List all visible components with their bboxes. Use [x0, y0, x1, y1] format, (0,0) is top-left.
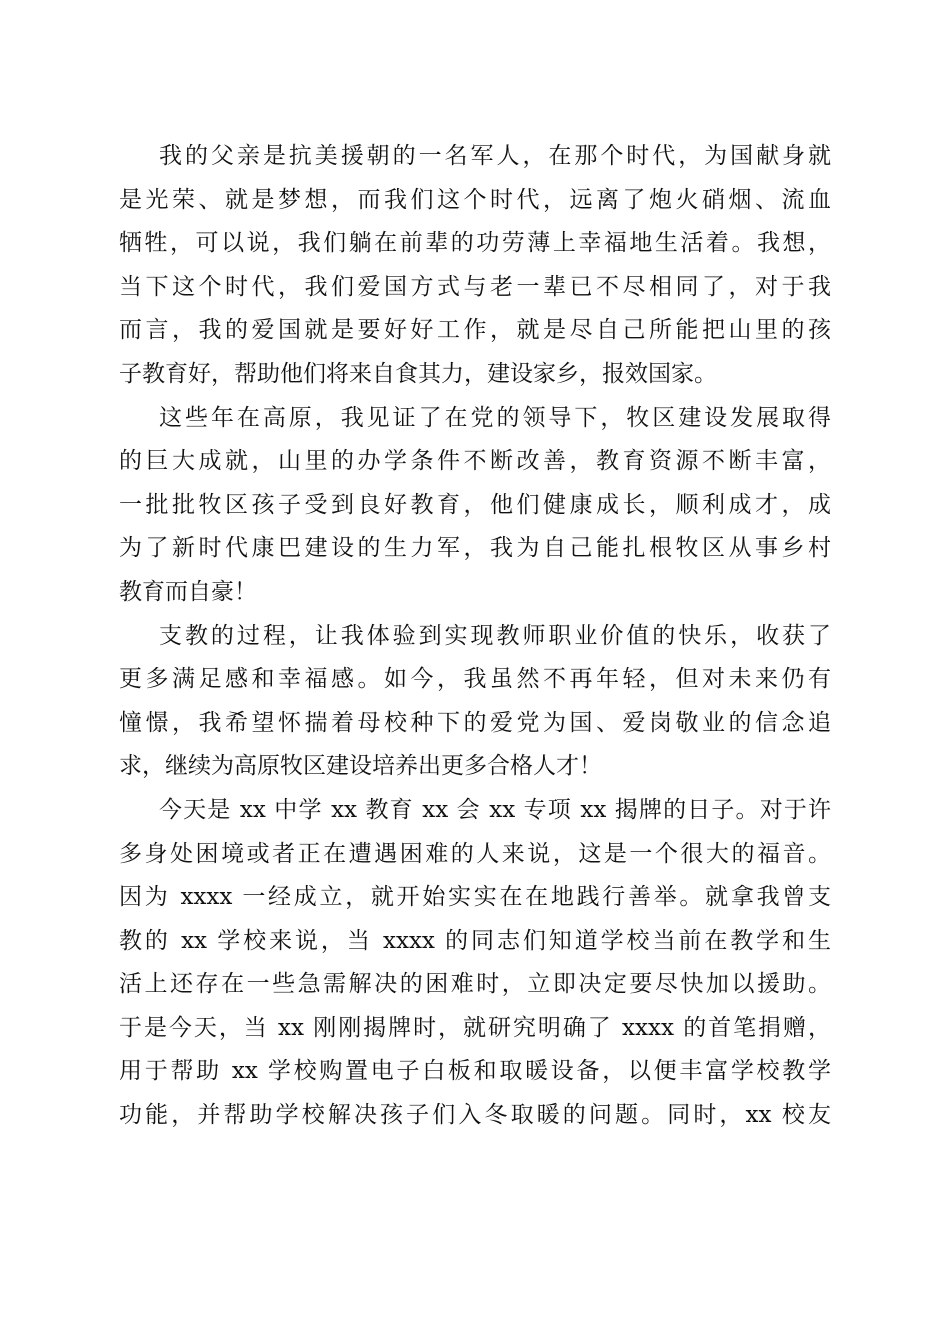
text-line: 于是今天，当 xx 刚刚揭牌时，就研究明确了 xxxx 的首笔捐赠，: [119, 1014, 831, 1041]
text-line: 因为 xxxx 一经成立，就开始实实在在地践行善举。就拿我曾支: [119, 884, 831, 911]
body-text: [119, 135, 831, 1138]
text-line: 我的父亲是抗美援朝的一名军人，在那个时代，为国献身就: [159, 143, 831, 169]
text-line: 用于帮助 xx 学校购置电子白板和取暖设备，以便丰富学校教学: [119, 1058, 831, 1085]
text-line: 而言，我的爱国就是要好好工作，就是尽自己所能把山里的孩: [119, 317, 831, 344]
text-line: 一批批牧区孩子受到良好教育，他们健康成长，顺利成才，成: [119, 491, 831, 518]
text-line: 这些年在高原，我见证了在党的领导下，牧区建设发展取得: [159, 404, 831, 431]
text-line: 求，继续为高原牧区建设培养出更多合格人才！: [119, 753, 602, 780]
text-line: 教的 xx 学校来说，当 xxxx 的同志们知道学校当前在教学和生: [119, 927, 831, 954]
text-line: 支教的过程，让我体验到实现教师职业价值的快乐，收获了: [159, 622, 831, 649]
paragraph: [119, 789, 831, 1138]
text-line: 牺牲，可以说，我们躺在前辈的功劳薄上幸福地生活着。我想，: [119, 230, 831, 257]
text-line: 子教育好，帮助他们将来自食其力，建设家乡，报效国家。: [119, 360, 717, 387]
text-line: 憧憬，我希望怀揣着母校种下的爱党为国、爱岗敬业的信念追: [119, 709, 831, 736]
text-line: 多身处困境或者正在遭遇困难的人来说，这是一个很大的福音。: [119, 840, 831, 867]
text-line: 是光荣、就是梦想，而我们这个时代，远离了炮火硝烟、流血: [119, 186, 831, 213]
text-line: 今天是 xx 中学 xx 教育 xx 会 xx 专项 xx 揭牌的日子。对于许: [159, 796, 831, 823]
text-line: 更多满足感和幸福感。如今，我虽然不再年轻，但对未来仍有: [119, 666, 831, 693]
text-line: 教育而自豪！: [119, 578, 257, 605]
paragraph: [119, 397, 831, 615]
text-line: 活上还存在一些急需解决的困难时，立即决定要尽快加以援助。: [119, 971, 831, 998]
paragraph: [119, 135, 831, 397]
text-line: 当下这个时代，我们爱国方式与老一辈已不尽相同了，对于我: [119, 273, 831, 300]
text-line: 为了新时代康巴建设的生力军，我为自己能扎根牧区从事乡村: [119, 535, 831, 562]
text-line: 的巨大成就，山里的办学条件不断改善，教育资源不断丰富，: [119, 448, 831, 475]
paragraph: [119, 615, 831, 789]
text-line: 功能，并帮助学校解决孩子们入冬取暖的问题。同时，xx 校友: [119, 1102, 831, 1129]
